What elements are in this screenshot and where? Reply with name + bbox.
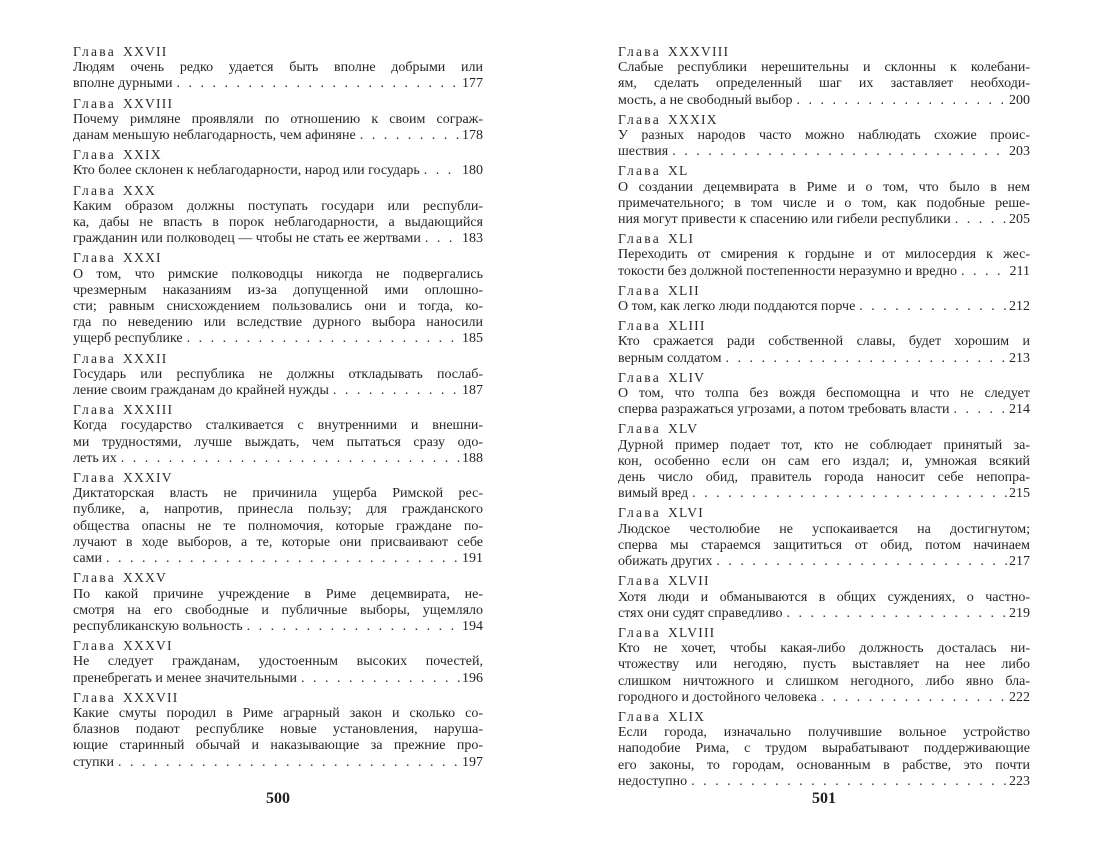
entry-last-line [73, 76, 483, 92]
chapter-numeral: XLV [667, 421, 699, 437]
entry-text: городного и достойного человека [618, 689, 817, 705]
entry-last-line [73, 551, 483, 567]
entry-body [618, 725, 1030, 790]
chapter-heading [73, 470, 483, 486]
dot-leader [953, 402, 1007, 418]
entry-page-number: 194 [462, 618, 483, 634]
entry-text-line: О том, что римские полководцы никогда не подвергались [73, 266, 483, 282]
entry-body [73, 706, 483, 771]
toc-entry [618, 625, 1030, 706]
dot-leader [424, 163, 460, 179]
entry-page-number: 185 [462, 331, 483, 347]
chapter-word: Глава [73, 182, 116, 198]
chapter-word: Глава [618, 231, 661, 247]
entry-body [618, 247, 1030, 279]
entry-body [618, 299, 1030, 315]
entry-text-line: Слабые республики нерешительны и склонны к колебани- [618, 60, 1030, 76]
chapter-word: Глава [618, 44, 661, 59]
dot-leader [821, 690, 1007, 706]
dot-leader [726, 351, 1007, 367]
entry-page-number: 219 [1009, 605, 1030, 621]
entry-page-number: 180 [462, 163, 483, 179]
chapter-word: Глава [618, 505, 661, 521]
entry-body [73, 267, 483, 348]
page-right [618, 44, 1030, 807]
entry-text: вимый вред [618, 486, 689, 502]
toc-entry [618, 163, 1030, 228]
entry-text: верным солдатом [618, 350, 722, 366]
chapter-word: Глава [73, 350, 116, 366]
entry-text: ступки [73, 754, 114, 770]
chapter-heading [73, 250, 483, 266]
entry-last-line [618, 554, 1030, 570]
entry-page-number: 211 [1009, 263, 1030, 279]
entry-text: гражданин или полководец — чтобы не стать ее жертвами [73, 231, 421, 247]
entry-text: мость, а не свободный выбор [618, 92, 793, 108]
dot-leader [106, 551, 460, 567]
entry-last-line [73, 163, 483, 179]
entry-last-line [73, 231, 483, 247]
entry-text-line: Каким образом должны поступать государи или республи- [73, 198, 483, 214]
dot-leader [859, 299, 1007, 315]
entry-body [73, 60, 483, 92]
toc-entry [73, 470, 483, 567]
chapter-word: Глава [618, 282, 661, 298]
entry-text-line: Хотя люди и обманываются в общих суждениях, о частно- [618, 589, 1030, 605]
entry-page-number: 188 [462, 450, 483, 466]
entry-last-line [618, 606, 1030, 622]
entry-last-line [618, 299, 1030, 315]
chapter-heading [618, 625, 1030, 641]
chapter-word: Глава [618, 624, 661, 640]
entry-text: ление своим гражданам до крайней нужды [73, 383, 329, 399]
entry-last-line [73, 331, 483, 347]
entry-body [618, 128, 1030, 160]
entry-text-line: лучают в ходе выборов, а те, которые они присваивают себе [73, 534, 483, 550]
chapter-word: Глава [618, 163, 661, 179]
entry-text-line: Не следует гражданам, удостоенным высоких почестей, [73, 654, 483, 670]
entry-text: О том, как легко люди поддаются порче [618, 299, 856, 315]
entry-body [73, 486, 483, 567]
toc-entry [618, 421, 1030, 502]
toc-entry [73, 638, 483, 687]
entry-page-number: 196 [462, 670, 483, 686]
entry-text-line: Переходить от смирения к гордыне и от милосердия к жес- [618, 247, 1030, 263]
entry-text: ния могут привести к спасению или гибели республики [618, 212, 951, 228]
entry-last-line [73, 383, 483, 399]
entry-text: Кто более склонен к неблагодарности, народ или государь [73, 163, 420, 179]
chapter-word: Глава [73, 95, 116, 111]
chapter-numeral: XLIII [667, 318, 706, 334]
chapter-numeral: XXXIII [122, 402, 174, 418]
chapter-word: Глава [618, 708, 661, 724]
chapter-heading [618, 370, 1030, 386]
entry-text-line: наподобие Рима, с трудом вырабатывают поддерживающие [618, 741, 1030, 757]
entry-text-line: Если города, изначально получившие вольное устройство [618, 725, 1030, 741]
chapter-word: Глава [618, 369, 661, 385]
entry-text-line: гда по неведению или вследствие дурного выбора наносили [73, 315, 483, 331]
chapter-numeral: XLIX [667, 708, 706, 724]
dot-leader [118, 755, 460, 771]
entry-last-line [73, 671, 483, 687]
chapter-heading [618, 421, 1030, 437]
dot-leader [672, 144, 1007, 160]
dot-leader [961, 264, 1008, 280]
entry-body [618, 60, 1030, 109]
entry-text: ущерб республике [73, 331, 183, 347]
entry-text: вполне дурными [73, 76, 173, 92]
entry-page-number: 177 [462, 76, 483, 92]
chapter-numeral: XLVI [667, 505, 704, 521]
entry-last-line [618, 351, 1030, 367]
chapter-numeral: XXXI [122, 250, 162, 266]
toc-entry [73, 44, 483, 93]
chapter-heading [618, 163, 1030, 179]
entry-text: недоступно [618, 773, 688, 789]
entry-text-line: Кто не хочет, чтобы какая-либо должность досталась ни- [618, 641, 1030, 657]
page-number-left: 500 [266, 790, 290, 807]
dot-leader [187, 331, 460, 347]
entry-last-line [618, 690, 1030, 706]
entry-page-number: 197 [462, 754, 483, 770]
entry-last-line [618, 212, 1030, 228]
entry-text-line: блазнов подают республике новые установления, наруша- [73, 722, 483, 738]
chapter-numeral: XLI [667, 231, 695, 247]
dot-leader [333, 383, 460, 399]
chapter-heading [618, 44, 1030, 60]
entry-page-number: 191 [462, 551, 483, 567]
chapter-heading [73, 147, 483, 163]
entry-text: данам меньшую неблагодарность, чем афиняне [73, 128, 356, 144]
entry-text: токости без должной постепенности неразумно и вредно [618, 263, 957, 279]
chapter-heading [73, 44, 483, 60]
toc-entry [618, 709, 1030, 790]
toc-entry [618, 231, 1030, 280]
chapter-heading [618, 231, 1030, 247]
chapter-numeral: XXXV [122, 570, 168, 586]
toc-entry [73, 351, 483, 400]
chapter-heading [618, 283, 1030, 299]
chapter-numeral: XXXIV [122, 470, 173, 486]
chapter-numeral: XL [667, 163, 689, 179]
chapter-heading [73, 402, 483, 418]
entry-text: республиканскую вольность [73, 618, 243, 634]
entry-text: обижать других [618, 554, 713, 570]
toc-entry [618, 370, 1030, 419]
entry-body [73, 654, 483, 686]
entry-body [618, 334, 1030, 366]
entry-text-line: Когда государство сталкивается с внутренними и внешни- [73, 418, 483, 434]
entry-page-number: 214 [1009, 402, 1030, 418]
toc-entry [618, 44, 1030, 109]
entry-text-line: ющие старинный обычай и наказывающие за прежние про- [73, 738, 483, 754]
dot-leader [692, 486, 1007, 502]
toc-entry [73, 96, 483, 145]
dot-leader [716, 554, 1007, 570]
entry-text: стях они судят справедливо [618, 605, 783, 621]
chapter-word: Глава [73, 570, 116, 586]
entry-text-line: Людское честолюбие не успокаивается на достигнутом; [618, 521, 1030, 537]
chapter-numeral: XLVII [667, 573, 710, 589]
chapter-heading [73, 96, 483, 112]
entry-text: шествия [618, 144, 669, 160]
entry-page-number: 213 [1009, 350, 1030, 366]
chapter-word: Глава [73, 689, 116, 705]
entry-last-line [73, 451, 483, 467]
entry-body [73, 587, 483, 636]
toc-entry [73, 183, 483, 248]
entry-last-line [73, 755, 483, 771]
entry-text: сперва разражаться угрозами, а потом требовать власти [618, 402, 950, 418]
chapter-heading [73, 183, 483, 199]
entry-last-line [618, 486, 1030, 502]
entry-page-number: 178 [462, 128, 483, 144]
entry-last-line [73, 128, 483, 144]
chapter-heading [73, 570, 483, 586]
toc-entry [73, 250, 483, 347]
entry-text-line: чрезмерным наказаниям из-за допущенной ими оплошно- [73, 282, 483, 298]
entry-text: сами [73, 551, 102, 567]
dot-leader [787, 606, 1008, 622]
chapter-numeral: XXXVI [122, 638, 173, 654]
toc-entry [73, 690, 483, 771]
entry-body [618, 522, 1030, 571]
toc-entry [73, 402, 483, 467]
entry-body [73, 199, 483, 248]
chapter-numeral: XXXVII [122, 689, 179, 705]
chapter-word: Глава [73, 250, 116, 266]
entry-last-line [618, 264, 1030, 280]
entry-text-line: Государь или республика не должны откладывать послаб- [73, 366, 483, 382]
chapter-heading [73, 690, 483, 706]
entry-text-line: публике, а, напротив, принесла пользу; для гражданского [73, 502, 483, 518]
toc-entry [618, 318, 1030, 367]
dot-leader [360, 128, 460, 144]
entry-text-line: сти; равным снисхождением пользовались они и тогда, ко- [73, 299, 483, 315]
entry-body [73, 112, 483, 144]
toc-entry [618, 505, 1030, 570]
entry-text-line: чтожеству или негодяю, пусть выставляет на нее либо [618, 657, 1030, 673]
entry-text-line: О том, что толпа без вождя беспомощна и что не следует [618, 386, 1030, 402]
entry-last-line [73, 619, 483, 635]
entry-page-number: 212 [1009, 299, 1030, 315]
dot-leader [176, 76, 460, 92]
entry-text-line: Почему римляне проявляли по отношению к своим сограж- [73, 111, 483, 127]
chapter-heading [73, 638, 483, 654]
entry-text-line: кон, особенно если он сам его издал; и, умножая всякий [618, 453, 1030, 469]
chapter-word: Глава [73, 44, 116, 59]
entry-text-line: день число обид, правитель города наносит себе непопра- [618, 470, 1030, 486]
entry-page-number: 215 [1009, 486, 1030, 502]
entry-body [618, 641, 1030, 706]
entry-body [618, 180, 1030, 229]
entry-text-line: смотря на его свободные и публичные выборы, ущемляло [73, 602, 483, 618]
entry-text-line: Кто сражается ради собственной славы, будет хорошим и [618, 334, 1030, 350]
chapter-heading [618, 709, 1030, 725]
chapter-numeral: XXXIX [667, 111, 718, 127]
entry-page-number: 203 [1009, 144, 1030, 160]
dot-leader [121, 451, 460, 467]
chapter-word: Глава [618, 421, 661, 437]
chapter-word: Глава [73, 402, 116, 418]
entry-text: леть их [73, 450, 117, 466]
chapter-heading [618, 112, 1030, 128]
entry-body [618, 438, 1030, 503]
entry-text-line: его законы, то городам, основанным в рабстве, это почти [618, 757, 1030, 773]
dot-leader [301, 671, 460, 687]
entry-text-line: ям, сделать определенный шаг их заставляет необходи- [618, 76, 1030, 92]
entry-text-line: примечательного; в том числе и о том, как подобные реше- [618, 195, 1030, 211]
chapter-heading [73, 351, 483, 367]
chapter-heading [618, 505, 1030, 521]
toc-entry [73, 147, 483, 179]
entry-page-number: 205 [1009, 212, 1030, 228]
toc-left [73, 44, 483, 771]
chapter-word: Глава [618, 111, 661, 127]
entry-last-line [618, 774, 1030, 790]
chapter-word: Глава [73, 470, 116, 486]
dot-leader [955, 212, 1007, 228]
chapter-numeral: XXIX [122, 147, 162, 163]
chapter-heading [618, 573, 1030, 589]
chapter-heading [618, 318, 1030, 334]
chapter-word: Глава [73, 147, 116, 163]
entry-text-line: Диктаторская власть не причинила ущерба Римской рес- [73, 486, 483, 502]
toc-entry [618, 112, 1030, 161]
entry-text-line: сперва мы стараемся защититься от обид, потом начинаем [618, 537, 1030, 553]
entry-body [73, 163, 483, 179]
chapter-numeral: XXX [122, 182, 156, 198]
entry-last-line [618, 93, 1030, 109]
entry-text-line: О создании децемвирата в Риме и о том, что было в нем [618, 179, 1030, 195]
dot-leader [425, 231, 460, 247]
entry-text-line: общества опасны не те полномочия, которые граждане по- [73, 518, 483, 534]
entry-body [618, 590, 1030, 622]
entry-text-line: слишком ничтожного и слишком негодного, либо явно бла- [618, 673, 1030, 689]
toc-entry [618, 283, 1030, 315]
entry-text-line: Какие смуты породил в Риме аграрный закон и сколько со- [73, 705, 483, 721]
toc-entry [73, 570, 483, 635]
chapter-numeral: XXXVIII [667, 44, 730, 59]
entry-text-line: Дурной пример подает тот, кто не соблюдает принятый за- [618, 437, 1030, 453]
entry-page-number: 223 [1009, 773, 1030, 789]
chapter-numeral: XXVIII [122, 95, 174, 111]
toc-right [618, 44, 1030, 790]
chapter-numeral: XLII [667, 282, 700, 298]
page-number-right: 501 [812, 790, 836, 807]
entry-page-number: 222 [1009, 689, 1030, 705]
entry-text: пренебрегать и менее значительными [73, 670, 297, 686]
chapter-numeral: XXVII [122, 44, 168, 59]
entry-text-line: ка, дабы не впасть в порок неблагодарности, а выдающийся [73, 215, 483, 231]
page-left [73, 44, 483, 807]
chapter-numeral: XLVIII [667, 624, 716, 640]
entry-last-line [618, 402, 1030, 418]
entry-body [73, 367, 483, 399]
dot-leader [796, 93, 1007, 109]
entry-text-line: У разных народов часто можно наблюдать схожие проис- [618, 128, 1030, 144]
entry-page-number: 187 [462, 383, 483, 399]
chapter-numeral: XXXII [122, 350, 168, 366]
entry-last-line [618, 144, 1030, 160]
entry-body [73, 418, 483, 467]
toc-entry [618, 573, 1030, 622]
chapter-word: Глава [618, 318, 661, 334]
dot-leader [691, 774, 1007, 790]
entry-text-line: Людям очень редко удается быть вполне добрыми или [73, 60, 483, 76]
entry-page-number: 217 [1009, 554, 1030, 570]
entry-body [618, 386, 1030, 418]
entry-text-line: По какой причине учреждение в Риме децемвирата, не- [73, 586, 483, 602]
chapter-word: Глава [618, 573, 661, 589]
entry-page-number: 183 [462, 231, 483, 247]
entry-text-line: ми трудностями, лучше выждать, чем пытаться сразу одо- [73, 434, 483, 450]
dot-leader [247, 619, 460, 635]
entry-page-number: 200 [1009, 92, 1030, 108]
chapter-word: Глава [73, 638, 116, 654]
chapter-numeral: XLIV [667, 369, 706, 385]
